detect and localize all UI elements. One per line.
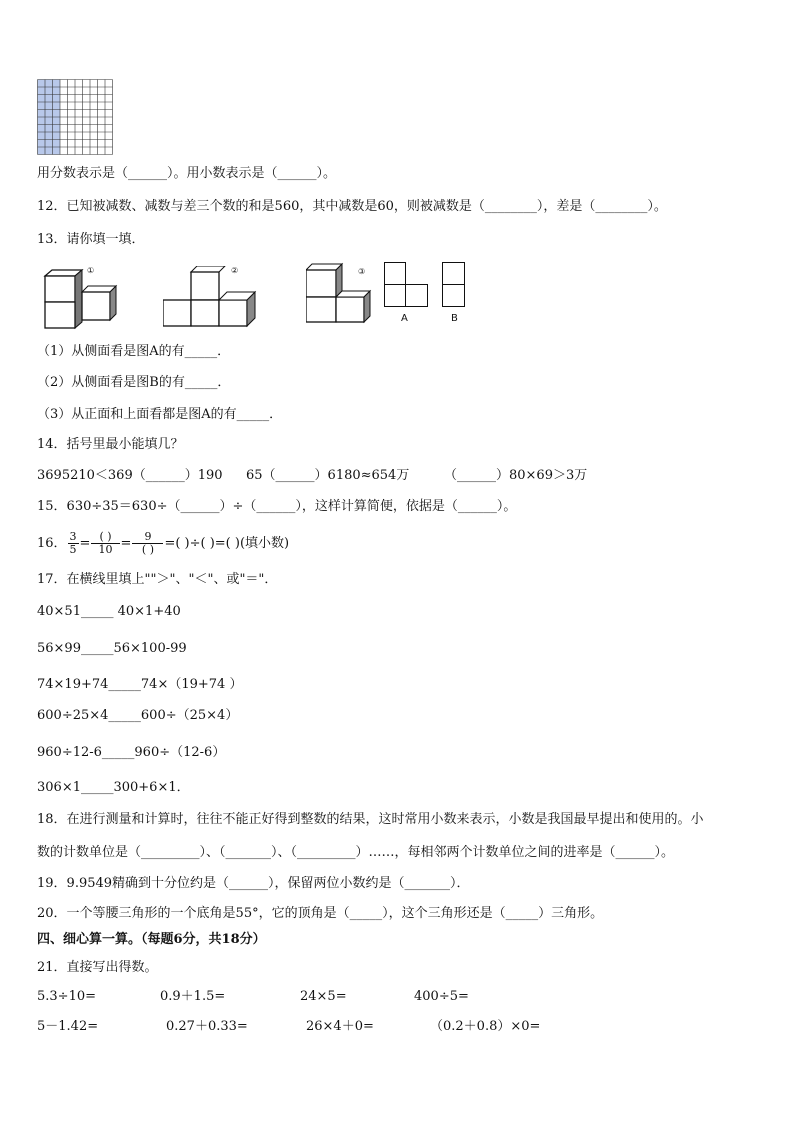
equals-sign-1: =	[79, 536, 91, 551]
fraction-1	[68, 531, 79, 556]
question-18-line-1: 18．在进行测量和计算时，往往不能正好得到整数的结果，这时常用小数来表示，小数是我国最早提出和使用的。小	[37, 812, 704, 827]
question-16	[37, 529, 289, 559]
calc-item: 0.9＋1.5=	[160, 989, 226, 1004]
fraction-2	[91, 531, 119, 556]
question-12: 12．已知被减数、减数与差三个数的和是560，其中减数是60，则被减数是（________），差是（________）。	[37, 199, 667, 214]
question-13-sub3: （3）从正面和上面看都是图A的有_____．	[37, 407, 283, 422]
question-14-item-3: （______）80×69＞3万	[444, 468, 588, 483]
hundred-grid-icon	[37, 79, 113, 155]
question-20: 20．一个等腰三角形的一个底角是55°，它的顶角是（_____），这个三角形还是（_____）三角形。	[37, 906, 604, 921]
cube-figure-1	[42, 268, 122, 330]
calc-item: 5.3÷10=	[37, 989, 97, 1004]
question-21-title: 21．直接写出得数。	[37, 960, 158, 975]
calc-item: 5－1.42=	[37, 1019, 99, 1034]
question-17-item-3: 74×19+74_____74×（19+74 ）	[37, 677, 243, 692]
fraction-3-numerator: 9	[132, 531, 163, 544]
view-b-top-square	[442, 262, 465, 285]
question-13-title: 13．请你填一填．	[37, 232, 145, 247]
question-13-sub1: （1）从侧面看是图A的有_____．	[37, 344, 231, 359]
fraction-1-numerator: 3	[69, 530, 77, 543]
figure-3-label: ③	[358, 267, 366, 276]
question-17-item-2: 56×99_____56×100-99	[37, 641, 187, 656]
view-a-bottom-right-square	[405, 284, 428, 307]
question-18-line-2: 数的计数单位是（_________）、（_______）、（_________）……，每相邻两个计数单位之间的进率是（______）。	[37, 845, 675, 860]
question-14-item-1: 3695210＜369（______）190	[37, 468, 223, 483]
question-17-item-1: 40×51_____ 40×1+40	[37, 604, 181, 619]
fraction-3	[132, 531, 163, 556]
view-a-top-square	[384, 262, 406, 285]
question-17-title: 17．在横线里填上""＞"、"＜"、或"＝"．	[37, 572, 278, 587]
equals-sign-2: =	[120, 536, 132, 551]
calc-item: 24×5=	[300, 989, 347, 1004]
figure-2-label: ②	[231, 266, 239, 275]
question-13-sub2: （2）从侧面看是图B的有_____．	[37, 375, 231, 390]
question-17-item-4: 600÷25×4_____600÷（25×4）	[37, 708, 239, 723]
view-a-label: A	[401, 313, 408, 324]
figure-1-label: ①	[87, 266, 95, 275]
view-b-label: B	[451, 313, 458, 324]
cube-figure-3	[306, 262, 386, 326]
calc-item: 26×4＋0=	[306, 1019, 374, 1034]
fraction-2-numerator: ( )	[91, 531, 119, 544]
question-15: 15．630÷35＝630÷（______）÷（______），这样计算简便，依据是（______）。	[37, 499, 517, 514]
fraction-2-denominator: 10	[98, 543, 113, 556]
fraction-3-denominator: ( )	[141, 543, 154, 556]
section-4-heading: 四、细心算一算。（每题6分，共18分）	[37, 932, 266, 947]
question-14-title: 14．括号里最小能填几？	[37, 437, 184, 452]
cube-figure-2	[163, 266, 263, 328]
question-19: 19．9.9549精确到十分位约是（______），保留两位小数约是（_______）．	[37, 876, 470, 891]
calc-item: 400÷5=	[414, 989, 469, 1004]
question-16-number: 16．	[37, 536, 67, 551]
view-b-bottom-square	[442, 284, 465, 307]
calc-item: 0.27＋0.33=	[166, 1019, 248, 1034]
question-14-item-2: 65（______）6180≈654万	[246, 468, 410, 483]
fraction-1-denominator: 5	[69, 543, 77, 556]
view-a-bottom-left-square	[384, 284, 406, 307]
question-16-tail: =( )÷( )=( )(填小数)	[164, 536, 290, 551]
calc-item: （0.2＋0.8）×0=	[430, 1019, 541, 1034]
question-17-item-5: 960÷12-6_____960÷（12-6）	[37, 745, 226, 760]
q11-answer-line: 用分数表示是（______）。用小数表示是（______）。	[37, 166, 337, 181]
question-17-item-6: 306×1_____300+6×1．	[37, 780, 190, 795]
